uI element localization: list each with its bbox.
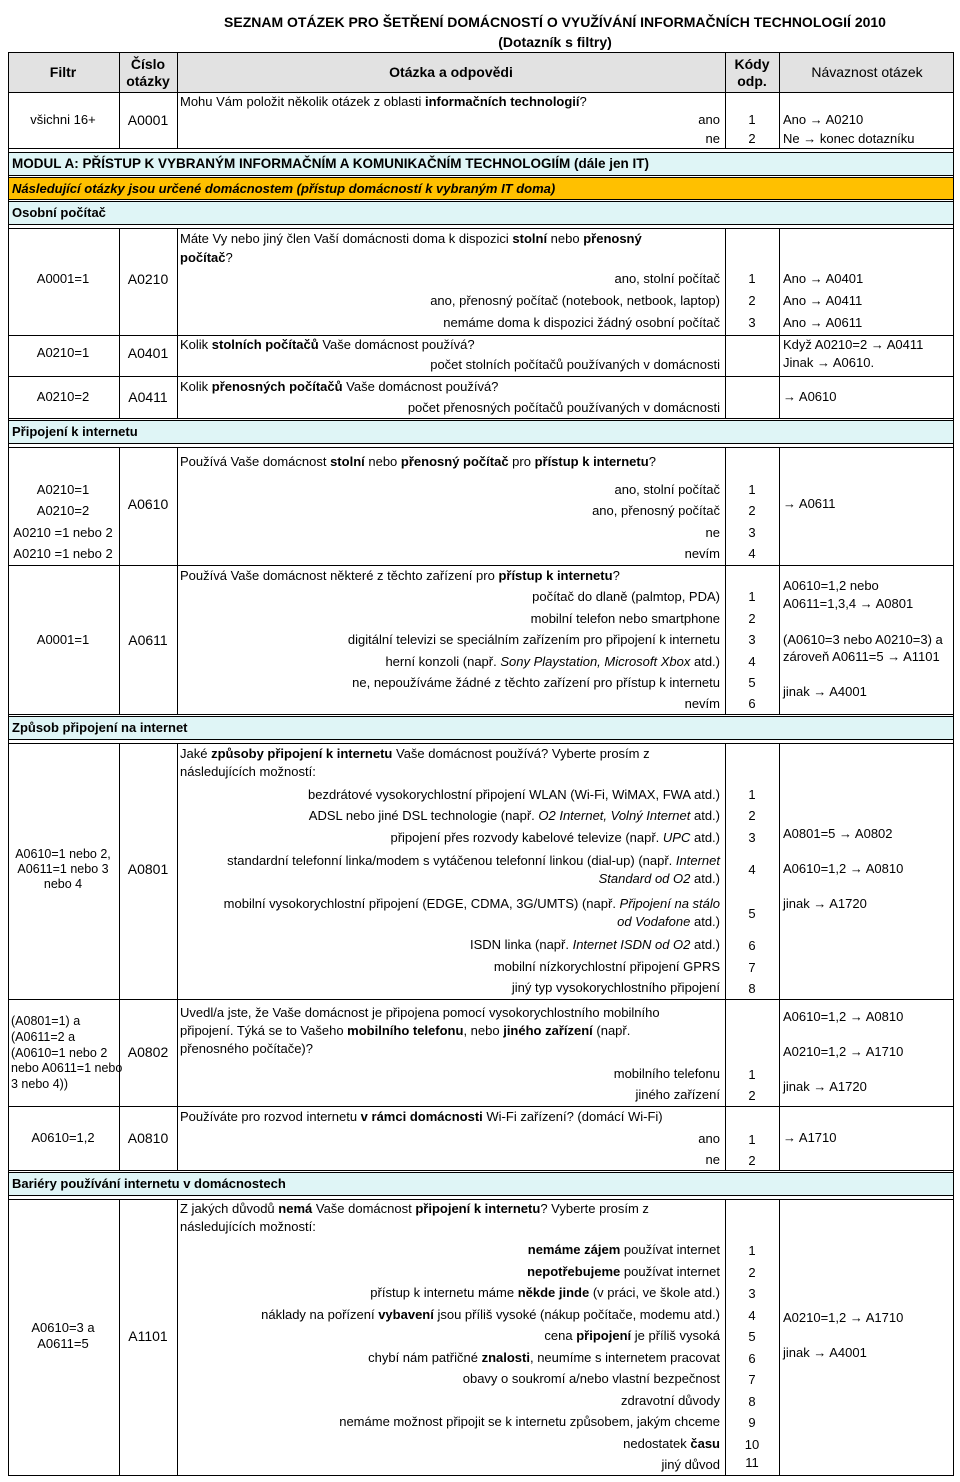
- answer-label: ano: [698, 1131, 720, 1146]
- doc-subtitle: (Dotazník s filtry): [498, 34, 612, 50]
- answer-code: 6: [748, 696, 756, 711]
- q-a0802-text-2: připojení. Týká se to Vašeho mobilního telefonu, nebo jiného zařízení (např.: [180, 1023, 631, 1038]
- answer-code: 1: [748, 482, 756, 497]
- navigation-rule: jinak → A4001: [783, 1345, 867, 1360]
- grid-line: [8, 447, 954, 448]
- answer-label: ne: [705, 131, 720, 146]
- q-a0810-number: A0810: [127, 1130, 169, 1146]
- answer-code: 1: [748, 112, 756, 127]
- navigation-rule: Jinak → A0610.: [783, 355, 875, 370]
- answer-label: přístup k internetu máme někde jinde (v práci, ve škole atd.): [370, 1285, 720, 1300]
- grid-line: [8, 52, 954, 53]
- answer-label: ISDN linka (např. Internet ISDN od O2 atd.): [470, 937, 720, 952]
- answer-code: 3: [748, 1286, 756, 1301]
- q-a0802-text-3: přenosného počítače)?: [180, 1041, 313, 1056]
- q-a0401-text: Kolik stolních počítačů Vaše domácnost používá?: [180, 337, 475, 352]
- grid-line: [177, 1199, 178, 1476]
- answer-code: 2: [748, 503, 756, 518]
- answer-code: 4: [748, 862, 756, 877]
- grid-line: [177, 447, 178, 714]
- grid-line: [8, 565, 954, 566]
- navigation-rule: jinak → A4001: [783, 684, 867, 699]
- answer-label: ne: [705, 1152, 720, 1167]
- answer-label: náklady na pořízení vybavení jsou příliš vysoké (nákup počítače, modemu atd.): [261, 1307, 720, 1322]
- grid-line: [119, 447, 120, 714]
- grid-line: [119, 52, 120, 148]
- answer-label: nemáme možnost připojit se k internetu způsobem, jakým chceme: [339, 1414, 720, 1429]
- navigation-rule: (A0610=3 nebo A0210=3) a: [783, 632, 943, 647]
- section-pc-title: Osobní počítač: [12, 205, 106, 220]
- q-a0001-number: A0001: [127, 112, 169, 128]
- grid-line: [177, 228, 178, 418]
- grid-line: [779, 228, 780, 418]
- navigation-rule: Ano → A0401: [783, 271, 864, 286]
- answer-label: cena připojení je příliš vysoká: [544, 1328, 720, 1343]
- grid-line: [779, 1199, 780, 1476]
- grid-line: [8, 999, 954, 1000]
- section-pc-bar: [8, 201, 954, 225]
- navigation-rule: A0611=1,3,4 → A0801: [783, 596, 914, 611]
- q-a0401-filter: A0210=1: [36, 345, 90, 360]
- answer-label: od Vodafone atd.): [617, 914, 720, 929]
- answer-label: ano, stolní počítač: [614, 271, 720, 286]
- navigation-rule: Ano → A0611: [783, 315, 863, 330]
- grid-line: [177, 52, 178, 148]
- q-a1101-text: Z jakých důvodů nemá Vaše domácnost připojení k internetu? Vyberte prosím z: [180, 1201, 649, 1216]
- answer-code: 4: [748, 546, 756, 561]
- answer-label: jiný důvod: [661, 1457, 720, 1472]
- answer-code: 3: [748, 830, 756, 845]
- q-a0611-number: A0611: [128, 632, 168, 648]
- answer-label: ne: [705, 525, 720, 540]
- navigation-rule: Když A0210=2 → A0411: [783, 337, 924, 352]
- answer-label: nepotřebujeme používat internet: [527, 1264, 720, 1279]
- answer-label: ano: [698, 112, 720, 127]
- answer-label: ne, nepoužíváme žádné z těchto zařízení pro přístup k internetu: [352, 675, 720, 690]
- q-a0802-filter: (A0610=1 nebo 2: [11, 1046, 108, 1060]
- grid-line: [8, 1475, 954, 1476]
- grid-line: [8, 335, 954, 336]
- navigation-rule: → A1710: [783, 1130, 837, 1145]
- header-cislo: Číslo: [130, 56, 166, 72]
- q-a0401-number: A0401: [127, 345, 169, 361]
- answer-code: 7: [748, 960, 756, 975]
- q-a0802-filter: 3 nebo 4)): [11, 1077, 68, 1091]
- navigation-rule: A0801=5 → A0802: [783, 826, 893, 841]
- header-odp: odp.: [737, 73, 767, 89]
- header-otazky: otázky: [126, 73, 170, 89]
- navigation-rule: A0610=1,2 nebo: [783, 578, 879, 593]
- q-a0801-filter: A0610=1 nebo 2,: [15, 847, 111, 861]
- q-a0802-text: Uvedl/a jste, že Vaše domácnost je připojena pomocí vysokorychlostního mobilního: [180, 1005, 660, 1020]
- q-a0610-number: A0610: [127, 496, 169, 512]
- q-a0801-text: Jaké způsoby připojení k internetu Vaše domácnost používá? Vyberte prosím z: [180, 746, 650, 761]
- answer-code: 4: [748, 1308, 756, 1323]
- answer-code: 11: [745, 1455, 759, 1470]
- header-otazka: Otázka a odpovědi: [389, 64, 513, 80]
- navigation-rule: Ne → konec dotazníku: [783, 131, 915, 146]
- navigation-rule: zároveň A0611=5 → A1101: [783, 649, 940, 664]
- answer-label: mobilní telefon nebo smartphone: [530, 611, 720, 626]
- grid-line: [8, 714, 954, 715]
- grid-line: [8, 1106, 954, 1107]
- navigation-rule: → A0611: [783, 496, 836, 511]
- q-a0801-number: A0801: [127, 861, 169, 877]
- answer-label: počítač do dlaně (palmtop, PDA): [532, 589, 720, 604]
- answer-label: bezdrátové vysokorychlostní připojení WLAN (Wi-Fi, WiMAX, FWA atd.): [307, 787, 720, 802]
- answer-label: nevím: [684, 696, 720, 711]
- answer-code: 8: [748, 1394, 756, 1409]
- answer-label: jiný typ vysokorychlostního připojení: [511, 980, 720, 995]
- answer-code: 1: [748, 271, 756, 286]
- q-a0210-text: Máte Vy nebo jiný člen Vaší domácnosti doma k dispozici stolní nebo přenosný: [180, 231, 642, 246]
- navigation-rule: jinak → A1720: [783, 1079, 867, 1094]
- q-a1101-text-2: následujících možností:: [180, 1219, 316, 1234]
- answer-label: nedostatek času: [623, 1436, 720, 1451]
- grid-line: [8, 92, 954, 93]
- q-a0610-filter: A0210 =1 nebo 2: [13, 546, 113, 561]
- q-a0802-number: A0802: [127, 1044, 169, 1060]
- answer-label: mobilní nízkorychlostní připojení GPRS: [493, 959, 720, 974]
- answer-code: 3: [748, 525, 756, 540]
- answer-label: ano, přenosný počítač (notebook, netbook, laptop): [430, 293, 720, 308]
- answer-code: 6: [748, 938, 756, 953]
- answer-label: mobilní vysokorychlostní připojení (EDGE, CDMA, 3G/UMTS) (např. Připojení na stálo: [223, 896, 720, 911]
- grid-line: [8, 228, 954, 229]
- grid-line: [8, 52, 9, 1476]
- answer-label: nevím: [684, 546, 720, 561]
- q-a0001-text: Mohu Vám položit několik otázek z oblasti informačních technologií?: [180, 94, 587, 109]
- answer-code: 5: [748, 906, 756, 921]
- answer-label: ADSL nebo jiné DSL technologie (např. O2 Internet, Volný Internet atd.): [308, 808, 720, 823]
- q-a0610-filter: A0210=1: [36, 482, 90, 497]
- answer-label: chybí nám patřičné znalosti, neumíme s internetem pracovat: [368, 1350, 720, 1365]
- q-a0801-filter: nebo 4: [43, 877, 83, 891]
- header-kody: Kódy: [734, 56, 770, 72]
- answer-label: jiného zařízení: [635, 1087, 720, 1102]
- q-a0801-filter: A0611=1 nebo 3: [17, 862, 109, 876]
- answer-label: obavy o soukromí a/nebo vlastní bezpečnost: [462, 1371, 720, 1386]
- q-a0611-text: Používá Vaše domácnost některé z těchto zařízení pro přístup k internetu?: [180, 568, 620, 583]
- navigation-rule: jinak → A1720: [783, 896, 867, 911]
- section-way-title: Způsob připojení na internet: [12, 720, 188, 735]
- answer-code: 2: [748, 131, 756, 146]
- grid-line: [953, 52, 954, 1476]
- navigation-rule: Ano → A0411: [783, 293, 863, 308]
- answer-label: počet stolních počítačů používaných v domácnosti: [430, 357, 720, 372]
- answer-label: standardní telefonní linka/modem s vytáčenou telefonní linkou (dial-up) (např. Internet: [227, 853, 720, 868]
- navigation-rule: A0210=1,2 → A1710: [783, 1310, 904, 1325]
- q-a0610-filter: A0210 =1 nebo 2: [13, 525, 113, 540]
- q-a0801-text-2: následujících možností:: [180, 764, 316, 779]
- q-a0210-text-2: počítač?: [180, 250, 233, 265]
- q-a0611-filter: A0001=1: [36, 632, 90, 647]
- grid-line: [779, 447, 780, 714]
- navigation-rule: → A0610: [783, 389, 837, 404]
- answer-code: 1: [748, 787, 756, 802]
- answer-label: ano, přenosný počítač: [592, 503, 720, 518]
- answer-code: 2: [748, 1265, 756, 1280]
- grid-line: [779, 52, 780, 148]
- answer-label: připojení přes rozvody kabelové televize (např. UPC atd.): [390, 830, 720, 845]
- q-a0001-filter: všichni 16+: [30, 112, 96, 127]
- answer-code: 10: [744, 1437, 760, 1452]
- answer-label: herní konzoli (např. Sony Playstation, Microsoft Xbox atd.): [385, 654, 720, 669]
- answer-label: Standard od O2 atd.): [598, 871, 720, 886]
- answer-code: 2: [748, 1153, 756, 1168]
- grid-line: [8, 418, 954, 419]
- q-a0610-text: Používá Vaše domácnost stolní nebo přenosný počítač pro přístup k internetu?: [180, 454, 656, 469]
- q-a0411-text: Kolik přenosných počítačů Vaše domácnost používá?: [180, 379, 499, 394]
- section-net-title: Připojení k internetu: [12, 424, 138, 439]
- section-barriers-title: Bariéry používání internetu v domácnostech: [12, 1176, 286, 1191]
- answer-code: 6: [748, 1351, 756, 1366]
- answer-code: 5: [748, 1329, 756, 1344]
- section-net-bar: [8, 420, 954, 444]
- header-navaznost: Návaznost otázek: [811, 64, 923, 80]
- answer-label: digitální televizi se speciálním zařízením pro připojení k internetu: [347, 632, 720, 647]
- answer-code: 1: [748, 1243, 756, 1258]
- answer-code: 3: [748, 632, 756, 647]
- navigation-rule: A0210=1,2 → A1710: [783, 1044, 904, 1059]
- q-a0210-number: A0210: [127, 271, 169, 287]
- answer-code: 8: [748, 981, 756, 996]
- q-a0610-filter: A0210=2: [36, 503, 90, 518]
- answer-code: 9: [748, 1415, 756, 1430]
- answer-label: nemáme zájem používat internet: [527, 1242, 720, 1257]
- q-a0802-filter: (A0801=1) a: [11, 1014, 81, 1028]
- answer-code: 1: [748, 1132, 756, 1147]
- q-a0802-filter: nebo A0611=1 nebo: [11, 1061, 123, 1075]
- q-a0411-number: A0411: [128, 389, 168, 405]
- answer-code: 3: [748, 315, 756, 330]
- q-a0810-text: Používáte pro rozvod internetu v rámci domácnosti Wi-Fi zařízení? (domácí Wi-Fi): [180, 1109, 663, 1124]
- grid-line: [8, 1170, 954, 1171]
- module-a-title: MODUL A: PŘÍSTUP K VYBRANÝM INFORMAČNÍM A KOMUNIKAČNÍM TECHNOLOGIÍM (dále jen IT): [12, 156, 649, 171]
- answer-label: počet přenosných počítačů používaných v domácnosti: [407, 400, 720, 415]
- answer-code: 5: [748, 675, 756, 690]
- answer-code: 2: [748, 293, 756, 308]
- navigation-rule: A0610=1,2 → A0810: [783, 861, 904, 876]
- answer-code: 1: [748, 1067, 756, 1082]
- grid-line: [8, 743, 954, 744]
- navigation-rule: Ano → A0210: [783, 112, 864, 127]
- q-a1101-filter: A0611=5: [37, 1336, 89, 1351]
- grid-line: [8, 148, 954, 149]
- answer-code: 1: [748, 589, 756, 604]
- doc-title: SEZNAM OTÁZEK PRO ŠETŘENÍ DOMÁCNOSTÍ O VYUŽÍVÁNÍ INFORMAČNÍCH TECHNOLOGIÍ 2010: [224, 14, 886, 30]
- answer-code: 7: [748, 1372, 756, 1387]
- grid-line: [8, 376, 954, 377]
- q-a1101-filter: A0610=3 a: [31, 1320, 95, 1335]
- q-a0810-filter: A0610=1,2: [31, 1130, 95, 1145]
- module-note: Následující otázky jsou určené domácnostem (přístup domácností k vybraným IT doma): [12, 181, 556, 196]
- answer-code: 2: [748, 1088, 756, 1103]
- answer-label: nemáme doma k dispozici žádný osobní počítač: [443, 315, 720, 330]
- q-a1101-number: A1101: [128, 1328, 168, 1344]
- grid-line: [8, 1199, 954, 1200]
- q-a0411-filter: A0210=2: [36, 389, 90, 404]
- q-a0210-filter: A0001=1: [36, 271, 90, 286]
- answer-label: mobilního telefonu: [613, 1066, 720, 1081]
- header-filtr: Filtr: [49, 64, 77, 80]
- answer-code: 4: [748, 654, 756, 669]
- answer-label: ano, stolní počítač: [614, 482, 720, 497]
- navigation-rule: A0610=1,2 → A0810: [783, 1009, 904, 1024]
- answer-code: 2: [748, 611, 756, 626]
- answer-label: zdravotní důvody: [620, 1393, 720, 1408]
- q-a0802-filter: (A0611=2 a: [11, 1030, 76, 1044]
- answer-code: 2: [748, 808, 756, 823]
